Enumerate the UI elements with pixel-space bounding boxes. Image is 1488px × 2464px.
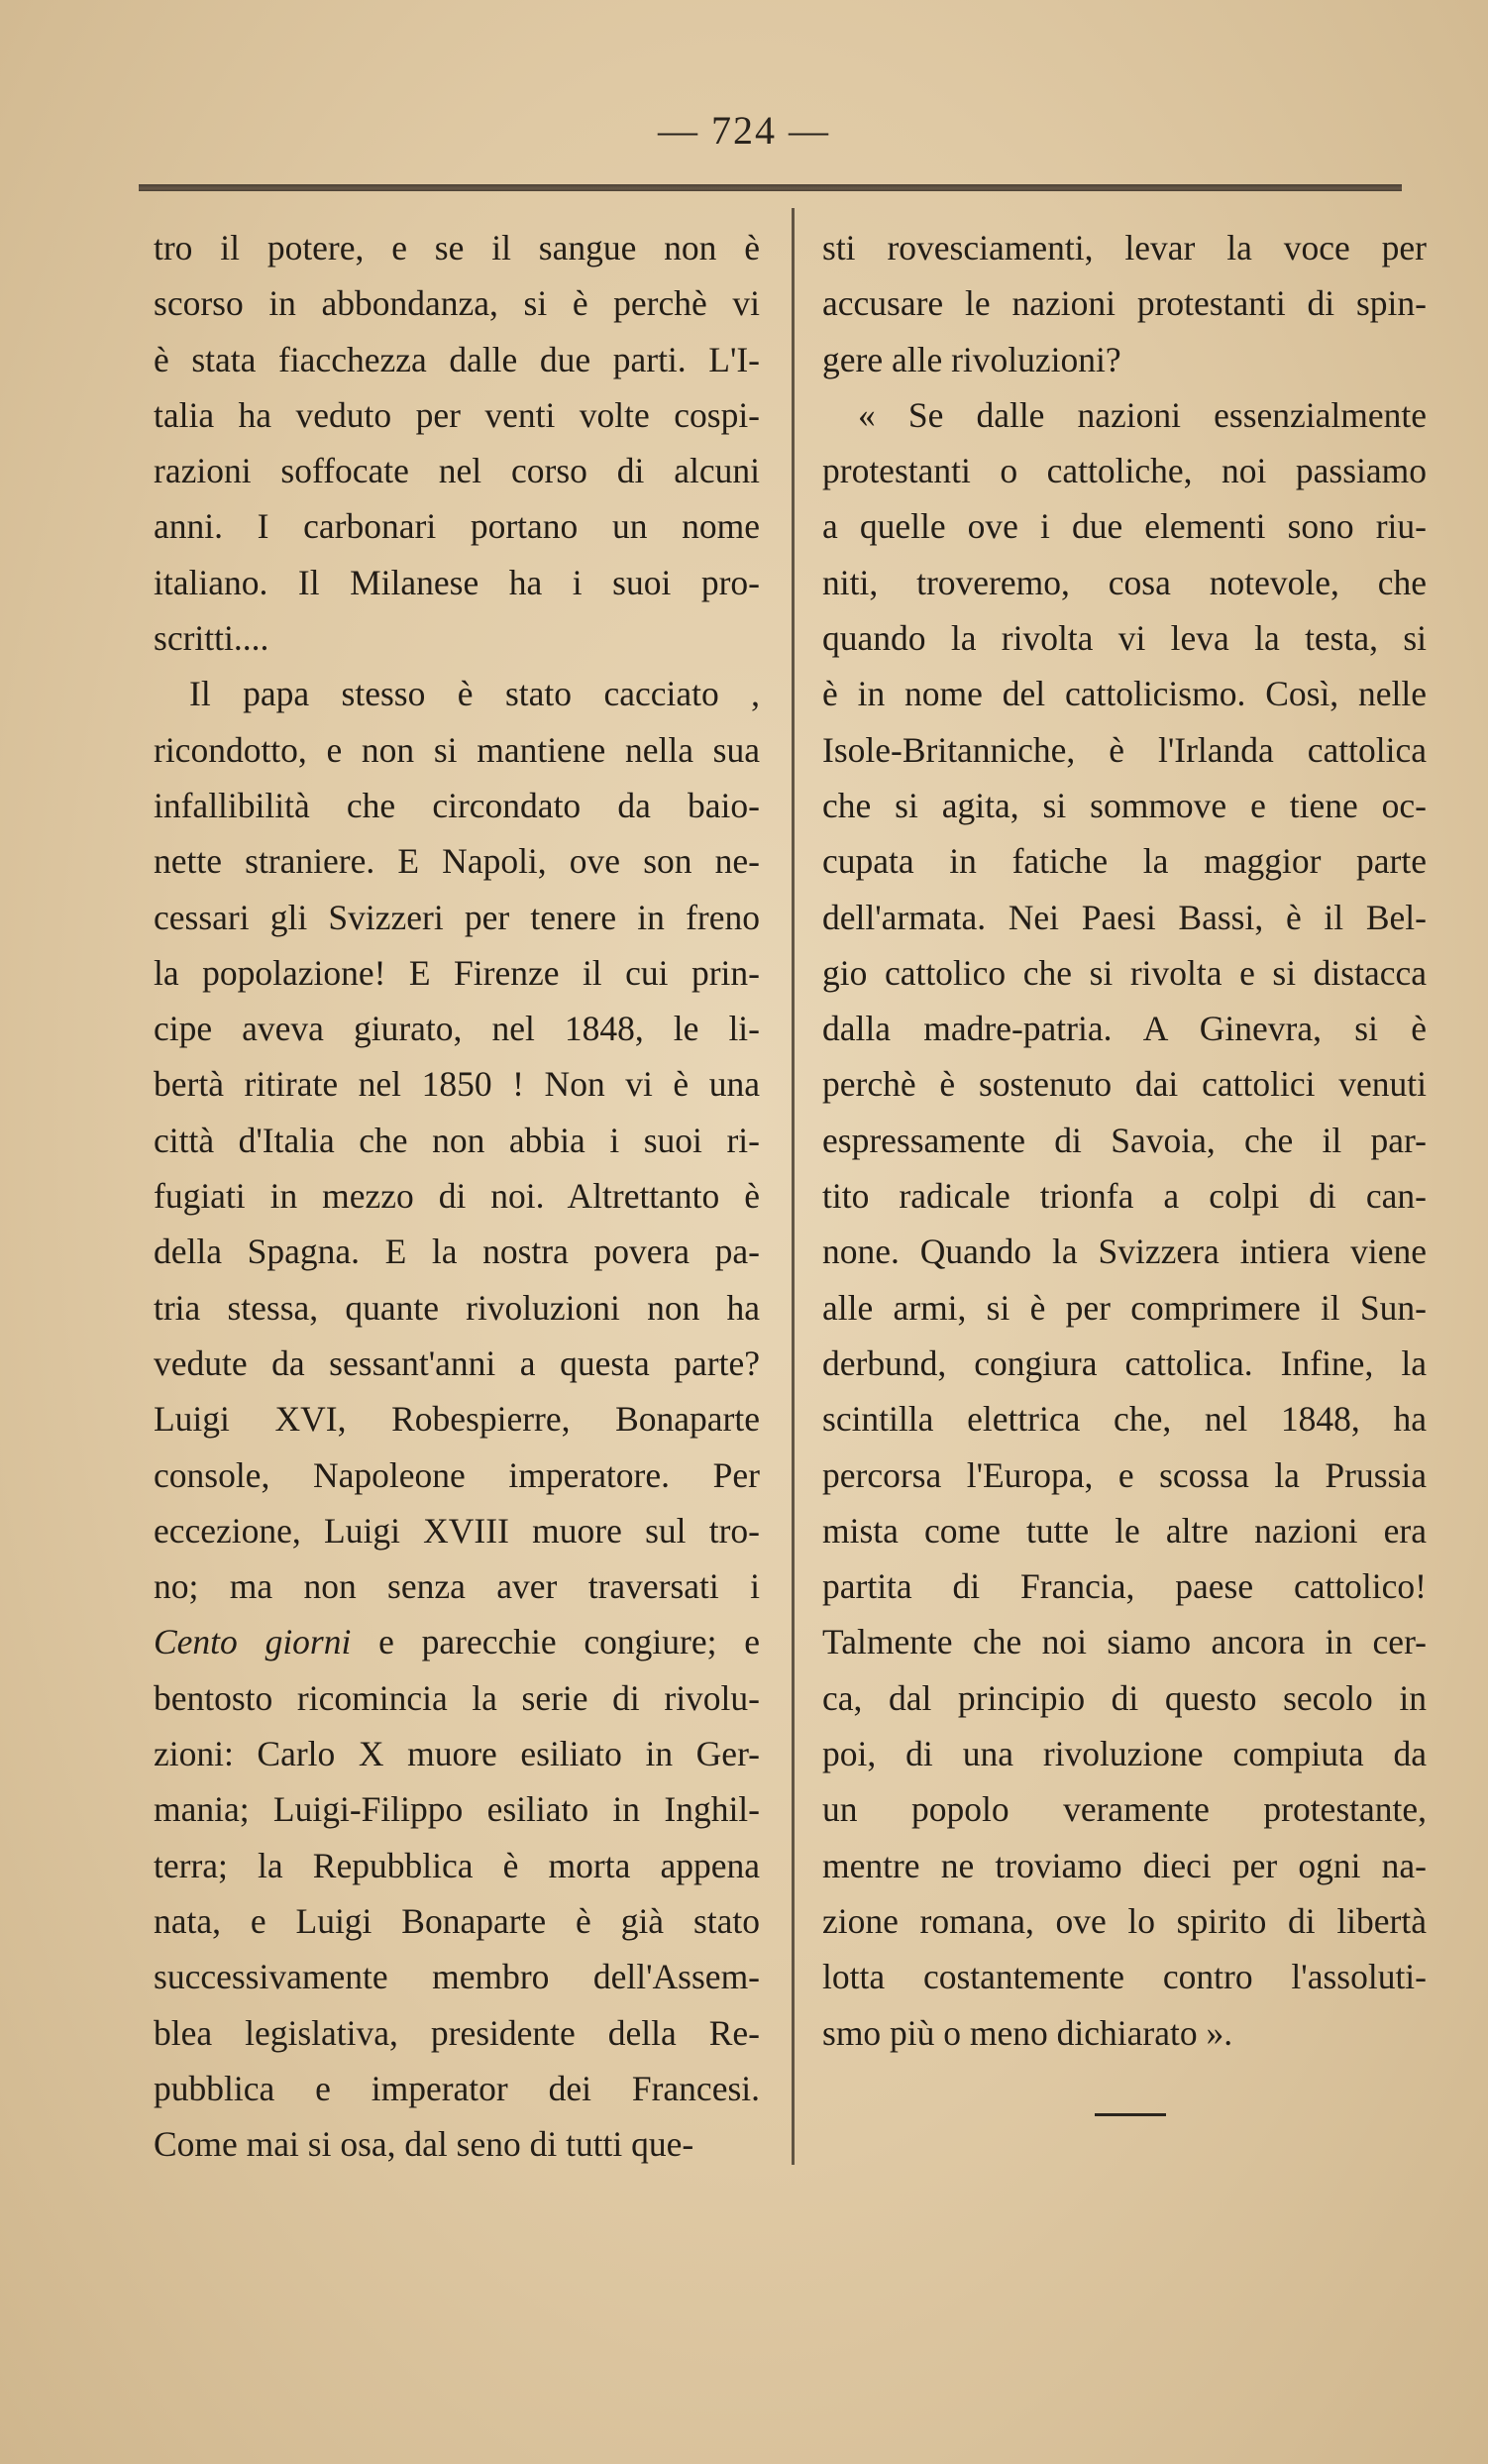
column-divider — [792, 208, 795, 2165]
text-line: bentosto ricomincia la serie di rivolu- — [154, 1677, 760, 1718]
text-line: nette straniere. E Napoli, ove son ne- — [154, 841, 760, 882]
text-line: smo più o meno dichiarato ». — [822, 2012, 1233, 2053]
text-line: cessari gli Svizzeri per tenere in freno — [154, 897, 760, 937]
text-line: ricondotto, e non si mantiene nella sua — [154, 729, 760, 770]
text-line: eccezione, Luigi XVIII muore sul tro- — [154, 1510, 760, 1551]
text-line: espressamente di Savoia, che il par- — [822, 1120, 1427, 1160]
text-line: talia ha veduto per venti volte cospi- — [154, 394, 760, 435]
text-line: no; ma non senza aver traversati i — [154, 1566, 760, 1607]
text-line: quando la rivolta vi leva la testa, si — [822, 618, 1427, 659]
text-line: zioni: Carlo X muore esiliato in Ger- — [154, 1734, 760, 1774]
text-line: accusare le nazioni protestanti di spin- — [822, 283, 1427, 324]
text-line: infallibilità che circondato da baio- — [154, 785, 760, 825]
text-line: anni. I carbonari portano un nome — [154, 506, 760, 547]
text-line: protestanti o cattoliche, noi passiamo — [822, 451, 1427, 491]
text-line: percorsa l'Europa, e scossa la Prussia — [822, 1454, 1427, 1495]
text-line: razioni soffocate nel corso di alcuni — [154, 451, 760, 491]
text-line: è in nome del cattolicismo. Così, nelle — [822, 674, 1427, 714]
text-line: alle armi, si è per comprimere il Sun- — [822, 1287, 1427, 1328]
text-line: Isole-Britanniche, è l'Irlanda cattolica — [822, 729, 1427, 770]
text-line: console, Napoleone imperatore. Per — [154, 1454, 760, 1495]
text-line: Talmente che noi siamo ancora in cer- — [822, 1622, 1427, 1662]
italic-phrase: Cento giorni — [154, 1622, 352, 1662]
text-line: tito radicale trionfa a colpi di can- — [822, 1176, 1427, 1217]
text-line: dalla madre-patria. A Ginevra, si è — [822, 1009, 1427, 1049]
text-line: none. Quando la Svizzera intiera viene — [822, 1232, 1427, 1272]
text-line: scintilla elettrica che, nel 1848, ha — [822, 1399, 1427, 1440]
text-line: mania; Luigi-Filippo esiliato in Inghil- — [154, 1789, 760, 1830]
text-line: mista come tutte le altre nazioni era — [822, 1510, 1427, 1551]
text-line: niti, troveremo, cosa notevole, che — [822, 562, 1427, 602]
text-line: Luigi XVI, Robespierre, Bonaparte — [154, 1399, 760, 1440]
text-line: della Spagna. E la nostra povera pa- — [154, 1232, 760, 1272]
text-line: lotta costantemente contro l'assoluti- — [822, 1957, 1427, 1997]
text-line: successivamente membro dell'Assem- — [154, 1957, 760, 1997]
page-number: — 724 — — [658, 108, 830, 153]
text-line: sti rovesciamenti, levar la voce per — [822, 228, 1427, 268]
text-line: cupata in fatiche la maggior parte — [822, 841, 1427, 882]
text-line: è stata fiacchezza dalle due parti. L'I- — [154, 339, 760, 379]
text-line: cipe aveva giurato, nel 1848, le li- — [154, 1009, 760, 1049]
text-line: Cento giorni e parecchie congiure; e — [154, 1622, 761, 1662]
text-line: gio cattolico che si rivolta e si distacca — [822, 952, 1427, 993]
text-line: dell'armata. Nei Paesi Bassi, è il Bel- — [822, 897, 1427, 937]
text-line: ca, dal principio di questo secolo in — [822, 1677, 1427, 1718]
text-line: Il papa stesso è stato cacciato , — [189, 674, 760, 714]
text-line: bertà ritirate nel 1850 ! Non vi è una — [154, 1064, 760, 1105]
text-line: tro il potere, e se il sangue non è — [154, 228, 760, 268]
text-line: la popolazione! E Firenze il cui prin- — [154, 952, 760, 993]
text-line: zione romana, ove lo spirito di libertà — [822, 1900, 1427, 1941]
left-column — [154, 220, 760, 2172]
text-line: fugiati in mezzo di noi. Altrettanto è — [154, 1176, 760, 1217]
text-line: pubblica e imperator dei Francesi. — [154, 2068, 760, 2108]
text-line: partita di Francia, paese cattolico! — [822, 1566, 1427, 1607]
text-line: scorso in abbondanza, si è perchè vi — [154, 283, 760, 324]
text-line: poi, di una rivoluzione compiuta da — [822, 1734, 1427, 1774]
text-line: italiano. Il Milanese ha i suoi pro- — [154, 562, 760, 602]
right-column — [822, 220, 1427, 2061]
text-line: derbund, congiura cattolica. Infine, la — [822, 1342, 1427, 1383]
text-line: perchè è sostenuto dai cattolici venuti — [822, 1064, 1427, 1105]
text-line: « Se dalle nazioni essenzialmente — [858, 394, 1427, 435]
end-rule — [1095, 2113, 1166, 2116]
text-line: gere alle rivoluzioni? — [822, 339, 1121, 379]
text-line: che si agita, si sommove e tiene oc- — [822, 785, 1427, 825]
text-line: un popolo veramente protestante, — [822, 1789, 1427, 1830]
text-line: mentre ne troviamo dieci per ogni na- — [822, 1845, 1427, 1885]
header-rule — [139, 184, 1402, 191]
text-line: città d'Italia che non abbia i suoi ri- — [154, 1120, 760, 1160]
text-line: a quelle ove i due elementi sono riu- — [822, 506, 1427, 547]
text-line: Come mai si osa, dal seno di tutti que- — [154, 2124, 694, 2165]
text-line: nata, e Luigi Bonaparte è già stato — [154, 1900, 760, 1941]
text-line: vedute da sessant'anni a questa parte? — [154, 1342, 760, 1383]
text-line: tria stessa, quante rivoluzioni non ha — [154, 1287, 760, 1328]
text-line: blea legislativa, presidente della Re- — [154, 2012, 760, 2053]
text-line: scritti.... — [154, 618, 269, 659]
text-line: terra; la Repubblica è morta appena — [154, 1845, 760, 1885]
